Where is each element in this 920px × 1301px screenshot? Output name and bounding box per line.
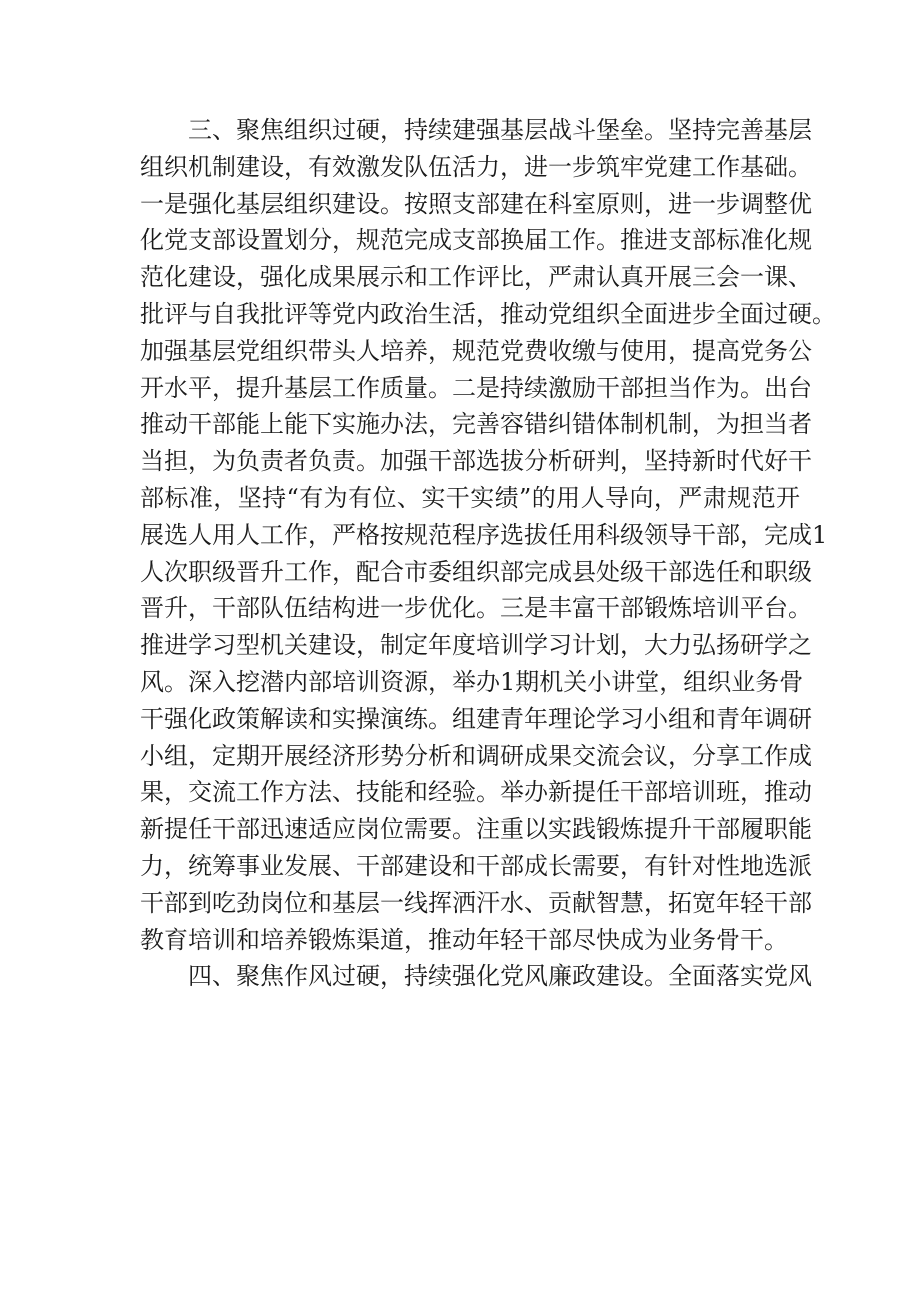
- paragraph-line: 批评与自我批评等党内政治生活，推动党组织全面进步全面过硬。: [140, 299, 836, 328]
- paragraph-line: 一是强化基层组织建设。按照支部建在科室原则，进一步调整优: [140, 189, 812, 218]
- paragraph-line: 风。深入挖潜内部培训资源，举办1期机关小讲堂，组织业务骨: [140, 667, 804, 696]
- paragraph-line: 范化建设，强化成果展示和工作评比，严肃认真开展三会一课、: [140, 263, 812, 292]
- paragraph-line: 人次职级晋升工作，配合市委组织部完成县处级干部选任和职级: [140, 557, 812, 586]
- paragraph-line: 当担，为负责者负责。加强干部选拔分析研判，坚持新时代好干: [140, 447, 812, 476]
- paragraph-line: 干部到吃劲岗位和基层一线挥洒汗水、贡献智慧，拓宽年轻干部: [140, 888, 812, 917]
- paragraph-line: 新提任干部迅速适应岗位需要。注重以实践锻炼提升干部履职能: [140, 815, 812, 844]
- body-text: [140, 112, 836, 995]
- paragraph-line: 晋升，干部队伍结构进一步优化。三是丰富干部锻炼培训平台。: [140, 594, 812, 623]
- paragraph-line: 组织机制建设，有效激发队伍活力，进一步筑牢党建工作基础。: [140, 152, 812, 181]
- paragraph-line: 干强化政策解读和实操演练。组建青年理论学习小组和青年调研: [140, 704, 812, 733]
- paragraph-line: 加强基层党组织带头人培养，规范党费收缴与使用，提高党务公: [140, 336, 812, 365]
- paragraph-line: 化党支部设置划分，规范完成支部换届工作。推进支部标准化规: [140, 226, 812, 255]
- paragraph-line: 三、聚焦组织过硬，持续建强基层战斗堡垒。坚持完善基层: [188, 116, 812, 144]
- paragraph-line: 推动干部能上能下实施办法，完善容错纠错体制机制，为担当者: [140, 410, 812, 439]
- paragraph-line: 果，交流工作方法、技能和经验。举办新提任干部培训班，推动: [140, 778, 812, 807]
- paragraph-line: 部标准，坚持“有为有位、实干实绩”的用人导向，严肃规范开: [140, 483, 800, 512]
- paragraph-line: 教育培训和培养锻炼渠道，推动年轻干部尽快成为业务骨干。: [140, 925, 788, 954]
- paragraph-line: 推进学习型机关建设，制定年度培训学习计划，大力弘扬研学之: [140, 631, 812, 660]
- paragraph-line: 展选人用人工作，严格按规范程序选拔任用科级领导干部，完成1: [140, 520, 828, 549]
- paragraph-line: 四、聚焦作风过硬，持续强化党风廉政建设。全面落实党风: [188, 962, 812, 991]
- paragraph-line: 开水平，提升基层工作质量。二是持续激励干部担当作为。出台: [140, 373, 812, 402]
- paragraph-line: 小组，定期开展经济形势分析和调研成果交流会议，分享工作成: [140, 741, 812, 770]
- paragraph-line: 力，统筹事业发展、干部建设和干部成长需要，有针对性地选派: [140, 851, 812, 880]
